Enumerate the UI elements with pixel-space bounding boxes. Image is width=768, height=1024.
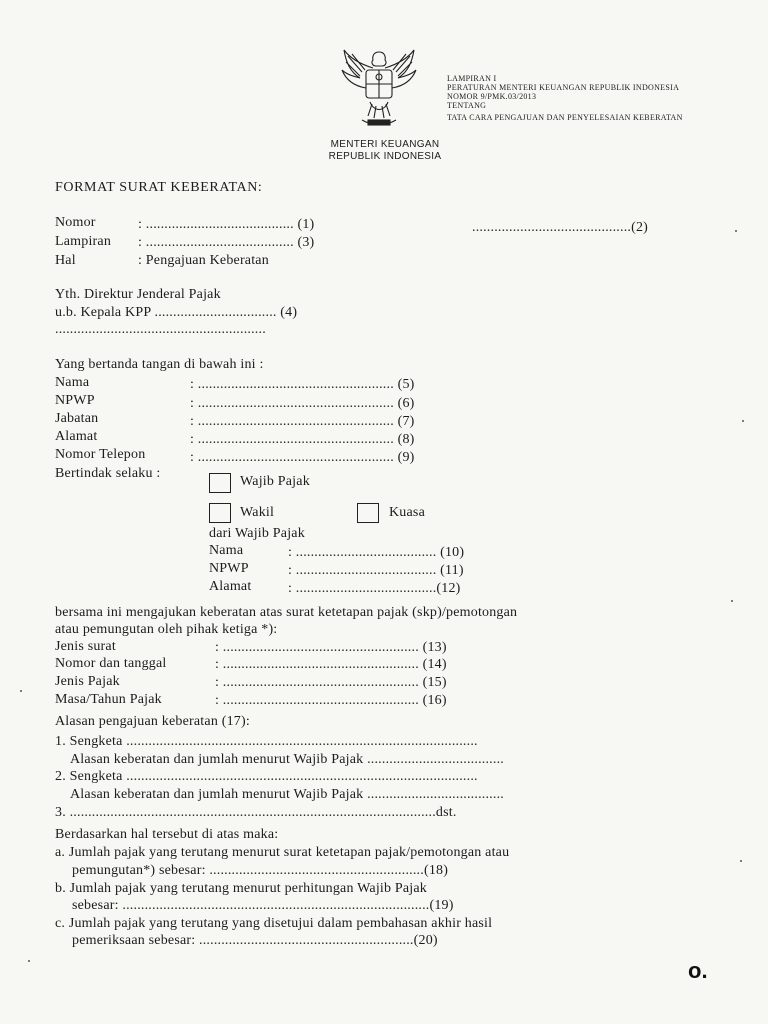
jenis-pajak-field[interactable]: : ..................................................... (15): [215, 675, 447, 690]
nomor-label: Nomor: [55, 215, 96, 230]
reason-1-sub-field[interactable]: Alasan keberatan dan jumlah menurut Wajib Pajak .....................................: [70, 752, 504, 767]
objection-intro-2: atau pemungutan oleh pihak ketiga *):: [55, 622, 278, 637]
hal-value: : Pengajuan Keberatan: [138, 253, 269, 268]
conclusion-c-field[interactable]: pemeriksaan sebesar: ..........................................................(20): [72, 933, 438, 948]
attachment-line-3: NOMOR 9/PMK.03/2013: [447, 92, 537, 101]
attachment-line-5: TATA CARA PENGAJUAN DAN PENYELESAIAN KEBERATAN: [447, 113, 683, 122]
jenis-surat-label: Jenis surat: [55, 639, 116, 654]
addressee-line-3[interactable]: .........................................................: [55, 322, 266, 337]
attachment-line-1: LAMPIRAN I: [447, 74, 497, 83]
kuasa-label: Kuasa: [389, 505, 425, 520]
masa-tahun-field[interactable]: : ..................................................... (16): [215, 693, 447, 708]
republic-heading: REPUBLIK INDONESIA: [328, 151, 442, 162]
signer-intro: Yang bertanda tangan di bawah ini :: [55, 357, 264, 372]
scan-speck: [742, 420, 744, 422]
lampiran-label: Lampiran: [55, 234, 112, 249]
scan-speck: [740, 860, 742, 862]
masa-tahun-label: Masa/Tahun Pajak: [55, 692, 162, 707]
signer-npwp-label: NPWP: [55, 393, 95, 408]
signer-nama-label: Nama: [55, 375, 90, 390]
date-field[interactable]: ...........................................(2): [472, 220, 649, 235]
scan-speck: [28, 960, 30, 962]
garuda-emblem-icon: [338, 46, 420, 132]
conclusion-b-field[interactable]: sebesar: ...................................................................................(19): [72, 898, 454, 913]
signer-nama-field[interactable]: : ..................................................... (5): [190, 377, 415, 392]
scan-speck: [20, 690, 22, 692]
signer-telepon-label: Nomor Telepon: [55, 447, 146, 462]
ministry-heading: MENTERI KEUANGAN: [330, 139, 440, 150]
wp-nama-label: Nama: [209, 543, 244, 558]
signer-npwp-field[interactable]: : ..................................................... (6): [190, 396, 415, 411]
wp-npwp-field[interactable]: : ...................................... (11): [288, 563, 464, 578]
attachment-line-2: PERATURAN MENTERI KEUANGAN REPUBLIK INDONESIA: [447, 83, 680, 92]
page-mark: o.: [688, 958, 708, 983]
checkbox-wakil[interactable]: [209, 503, 231, 523]
checkbox-kuasa[interactable]: [357, 503, 379, 523]
conclusion-heading: Berdasarkan hal tersebut di atas maka:: [55, 827, 279, 842]
lampiran-field[interactable]: : ........................................ (3): [138, 235, 315, 250]
reason-2-field[interactable]: 2. Sengketa ...............................................................................................: [55, 769, 478, 784]
wajib-pajak-label: Wajib Pajak: [240, 474, 310, 489]
signer-alamat-label: Alamat: [55, 429, 98, 444]
wakil-label: Wakil: [240, 505, 275, 520]
dari-wajib-pajak-label: dari Wajib Pajak: [209, 526, 305, 541]
nomor-tanggal-field[interactable]: : ..................................................... (14): [215, 657, 447, 672]
attachment-line-4: TENTANG: [447, 101, 487, 110]
reason-1-field[interactable]: 1. Sengketa ...............................................................................................: [55, 734, 478, 749]
reason-2-sub-field[interactable]: Alasan keberatan dan jumlah menurut Wajib Pajak .....................................: [70, 787, 504, 802]
hal-label: Hal: [55, 253, 76, 268]
signer-telepon-field[interactable]: : ..................................................... (9): [190, 450, 415, 465]
scan-speck: [735, 230, 737, 232]
signer-alamat-field[interactable]: : ..................................................... (8): [190, 432, 415, 447]
addressee-line-1: Yth. Direktur Jenderal Pajak: [55, 287, 221, 302]
reason-3-field[interactable]: 3. ...................................................................................................dst.: [55, 805, 457, 820]
wp-alamat-label: Alamat: [209, 579, 252, 594]
reasons-heading: Alasan pengajuan keberatan (17):: [55, 714, 250, 729]
wp-alamat-field[interactable]: : ......................................(12): [288, 581, 461, 596]
wp-npwp-label: NPWP: [209, 561, 249, 576]
acting-as-label: Bertindak selaku :: [55, 466, 161, 481]
conclusion-a-line-1: a. Jumlah pajak yang terutang menurut surat ketetapan pajak/pemotongan atau: [55, 845, 510, 860]
scan-speck: [731, 600, 733, 602]
checkbox-wajib-pajak[interactable]: [209, 473, 231, 493]
jenis-pajak-label: Jenis Pajak: [55, 674, 120, 689]
signer-jabatan-field[interactable]: : ..................................................... (7): [190, 414, 415, 429]
conclusion-a-field[interactable]: pemungutan*) sebesar: ..........................................................(18): [72, 863, 449, 878]
wp-nama-field[interactable]: : ...................................... (10): [288, 545, 465, 560]
addressee-kpp-field[interactable]: u.b. Kepala KPP ................................. (4): [55, 305, 298, 320]
page-title: FORMAT SURAT KEBERATAN:: [55, 180, 263, 195]
nomor-tanggal-label: Nomor dan tanggal: [55, 656, 167, 671]
conclusion-b-line-1: b. Jumlah pajak yang terutang menurut perhitungan Wajib Pajak: [55, 881, 428, 896]
objection-intro-1: bersama ini mengajukan keberatan atas surat ketetapan pajak (skp)/pemotongan: [55, 605, 518, 620]
jenis-surat-field[interactable]: : ..................................................... (13): [215, 640, 447, 655]
nomor-field[interactable]: : ........................................ (1): [138, 217, 315, 232]
conclusion-c-line-1: c. Jumlah pajak yang terutang yang disetujui dalam pembahasan akhir hasil: [55, 916, 493, 931]
signer-jabatan-label: Jabatan: [55, 411, 99, 426]
